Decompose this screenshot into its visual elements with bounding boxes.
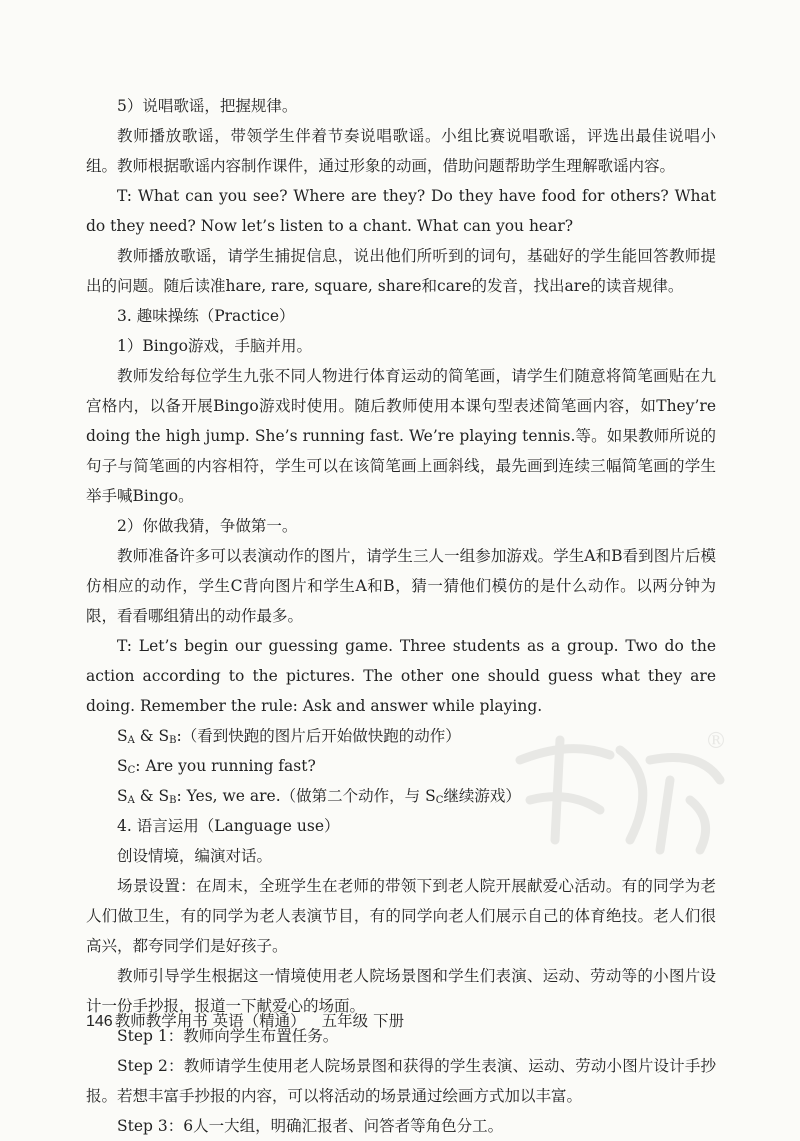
speaker: S (117, 787, 128, 805)
dialogue-text: （看到快跑的图片后开始做快跑的动作） (181, 727, 461, 745)
amp: & (134, 727, 159, 745)
speaker: S (117, 757, 128, 775)
book-title: 教师教学用书 英语（精通） (114, 1012, 306, 1030)
section-heading-language-use: 4. 语言运用（Language use） (117, 817, 340, 835)
main-text (86, 91, 716, 1141)
paragraph: 教师播放歌谣，带领学生伴着节奏说唱歌谣。小组比赛说唱歌谣，评选出最佳说唱小组。教师根据歌谣内容制作课件，通过形象的动画，借助问题帮助学生理解歌谣内容。 (86, 127, 716, 175)
speaker-subscript: C (435, 795, 444, 806)
paragraph: T: Let’s begin our guessing game. Three students as a group. Two do the action according to the pictures. The other one should guess what they are doing. Remember the rule: Ask and answer while playing. (86, 637, 716, 715)
paragraph: 场景设置：在周末，全班学生在老师的带领下到老人院开展献爱心活动。有的同学为老人们做卫生，有的同学为老人表演节目，有的同学向老人们展示自己的体育绝技。老人们很高兴，都夸同学们是好孩子。 (86, 877, 716, 955)
speaker: S (158, 787, 170, 805)
registered-mark: ® (705, 729, 727, 754)
step-1: Step 1：教师向学生布置任务。 (117, 1027, 339, 1045)
speaker: S (158, 727, 170, 745)
subheading-guessing: 2）你做我猜，争做第一。 (117, 517, 298, 535)
paragraph: 5）说唱歌谣，把握规律。 (117, 97, 298, 115)
paragraph: 教师引导学生根据这一情境使用老人院场景图和学生们表演、运动、劳动等的小图片设计一份手抄报，报道一下献爱心的场面。 (86, 967, 716, 1015)
paragraph: 教师播放歌谣，请学生捕捉信息，说出他们所听到的词句，基础好的学生能回答教师提出的问题。随后读准hare, rare, square, share和care的发音，找出are的读音规律。 (86, 247, 716, 295)
speaker-subscript: B (169, 735, 177, 746)
colon: : (176, 787, 182, 805)
paragraph: 教师准备许多可以表演动作的图片，请学生三人一组参加游戏。学生A和B看到图片后模仿相应的动作，学生C背向图片和学生A和B，猜一猜他们模仿的是什么动作。以两分钟为限，看看哪组猜出的动作最多。 (86, 547, 716, 625)
paragraph: T: What can you see? Where are they? Do they have food for others? What do they need? Now let’s listen to a chant. What can you hear? (86, 187, 716, 235)
speaker: S (117, 727, 128, 745)
dialogue-text: Are you running fast? (140, 757, 316, 775)
paragraph: 教师发给每位学生九张不同人物进行体育运动的简笔画，请学生们随意将简笔画贴在九宫格内，以备开展Bingo游戏时使用。随后教师使用本课句型表述简笔画内容，如They’re doing the high jump. She’s running fast. We’re playing tennis.等。如果教师所说的句子与简笔画的内容相符，学生可以在该简笔画上画斜线，最先画到连续三幅简笔画的学生举手喊Bingo。 (86, 367, 716, 505)
dialogue-line-3 (86, 781, 716, 811)
speaker-subscript: A (127, 735, 135, 746)
subheading-bingo: 1）Bingo游戏，手脑并用。 (117, 337, 312, 355)
subheading-situation: 创设情境，编演对话。 (117, 847, 273, 865)
dialogue-line-1 (86, 721, 716, 751)
section-heading-practice: 3. 趣味操练（Practice） (117, 307, 295, 325)
step-2: Step 2：教师请学生使用老人院场景图和获得的学生表演、运动、劳动小图片设计手抄报。若想丰富手抄报的内容，可以将活动的场景通过绘画方式加以丰富。 (86, 1057, 716, 1105)
grade-label: 五年级 下册 (321, 1012, 405, 1030)
page-number: 146 (86, 1013, 113, 1030)
speaker-subscript: A (127, 795, 135, 806)
speaker-subscript: B (169, 795, 177, 806)
colon: : (135, 757, 141, 775)
dialogue-text: 继续游戏） (443, 787, 521, 805)
page-footer (86, 1009, 716, 1034)
step-3: Step 3：6人一大组，明确汇报者、问答者等角色分工。 (117, 1117, 504, 1135)
dialogue-text: Yes, we are.（做第二个动作，与 (181, 787, 426, 805)
dialogue-line-2 (86, 751, 716, 781)
colon: : (176, 727, 182, 745)
speaker: S (425, 787, 436, 805)
amp: & (134, 787, 159, 805)
speaker-subscript: C (127, 765, 136, 776)
